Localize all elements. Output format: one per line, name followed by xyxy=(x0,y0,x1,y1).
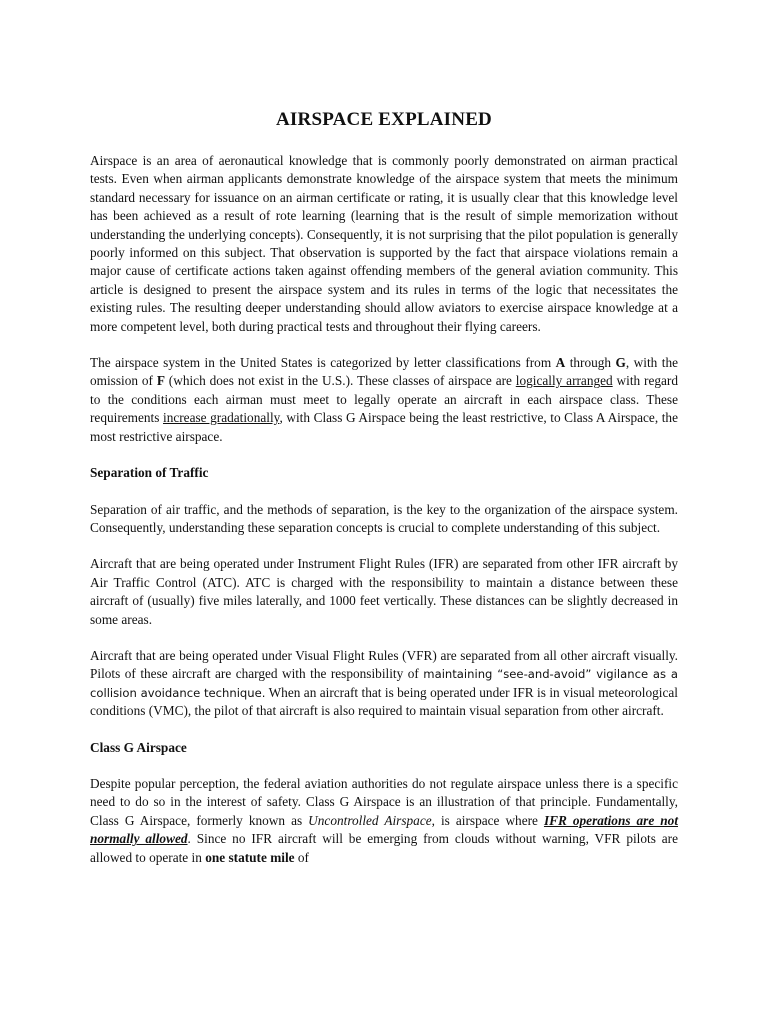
document-page xyxy=(90,108,678,885)
text-span: , with Class G Airspace being the least restrictive, to Class A Airspace, the most restrictive airspace. xyxy=(90,410,678,444)
class-a-letter: A xyxy=(555,355,566,371)
text-span: through xyxy=(565,355,616,371)
section-heading-separation: Separation of Traffic xyxy=(90,465,209,481)
bold-phrase: one statute mile xyxy=(205,849,295,865)
text-span: , with the omission of xyxy=(90,355,679,389)
text-span: . Since no IFR aircraft will be emerging from clouds without warning, VFR pilots are allowed to operate in xyxy=(90,831,679,865)
text-span: The airspace system in the United States is categorized by letter classifications from xyxy=(90,355,556,371)
key-phrase: IFR operations are not normally allowed xyxy=(90,812,679,847)
class-g-paragraph xyxy=(90,775,678,867)
vfr-paragraph xyxy=(90,647,678,721)
class-g-letter: G xyxy=(615,355,626,371)
italic-term: Uncontrolled Airspace xyxy=(308,812,432,828)
classification-paragraph xyxy=(90,354,678,446)
separation-paragraph: Separation of air traffic, and the methods of separation, is the key to the organization of the airspace system. Consequently, understanding these separation concepts is crucial to complete understanding of this subject. xyxy=(90,501,678,535)
underlined-phrase: logically arranged xyxy=(515,373,613,389)
text-span: , is airspace where xyxy=(431,812,544,828)
text-span: Despite popular perception, the federal aviation authorities do not regulate airspace unless there is a specific need to do so in the interest of safety. Class G Airspace is an illustration of that principle. Fundamentally, Class G Airspace, formerly known as xyxy=(90,775,678,828)
page-title: AIRSPACE EXPLAINED xyxy=(276,109,492,130)
text-span: with regard to the conditions each airman must meet to legally operate an aircraft in each airspace class. These requirements xyxy=(90,373,678,426)
section-heading-class-g: Class G Airspace xyxy=(90,739,187,755)
see-and-avoid-phrase: maintaining “see-and-avoid” vigilance as a collision avoidance technique. xyxy=(90,667,678,700)
text-span: When an aircraft that is being operated under IFR is in visual meteorological conditions (VMC), the pilot of that aircraft is also required to maintain visual separation from other aircraft. xyxy=(90,684,678,719)
text-span: (which does not exist in the U.S.). These classes of airspace are xyxy=(164,373,516,389)
ifr-paragraph: Aircraft that are being operated under Instrument Flight Rules (IFR) are separated from other IFR aircraft by Air Traffic Control (ATC). ATC is charged with the responsibility to maintain a distance between these aircraft of (usually) five miles laterally, and 1000 feet vertically. These distances can be slightly decreased in some areas. xyxy=(90,556,678,627)
text-span: Aircraft that are being operated under Visual Flight Rules (VFR) are separated from all other aircraft visually. Pilots of these aircraft are charged with the responsibility of xyxy=(90,647,678,682)
class-f-letter: F xyxy=(156,373,165,389)
intro-paragraph: Airspace is an area of aeronautical knowledge that is commonly poorly demonstrated on airman practical tests. Even when airman applicants demonstrate knowledge of the airspace system that meets the minimum standard necessary for issuance on an airman certificate or rating, it is usually clear that this knowledge level has been achieved as a result of rote learning (learning that is the result of simple memorization without understanding the underlying concepts). Consequently, it is not surprising that the pilot population is generally poorly informed on this subject. That observation is supported by the fact that airspace violations remain a major cause of certificate actions taken against offending members of the general aviation community. This article is designed to present the airspace system and its rules in terms of the logic that necessitates the existing rules. The resulting deeper understanding should allow aviators to exercise airspace knowledge at a more competent level, both during practical tests and throughout their flying careers. xyxy=(90,153,678,334)
underlined-phrase: increase gradationally xyxy=(163,410,280,426)
text-span: of xyxy=(294,849,309,865)
